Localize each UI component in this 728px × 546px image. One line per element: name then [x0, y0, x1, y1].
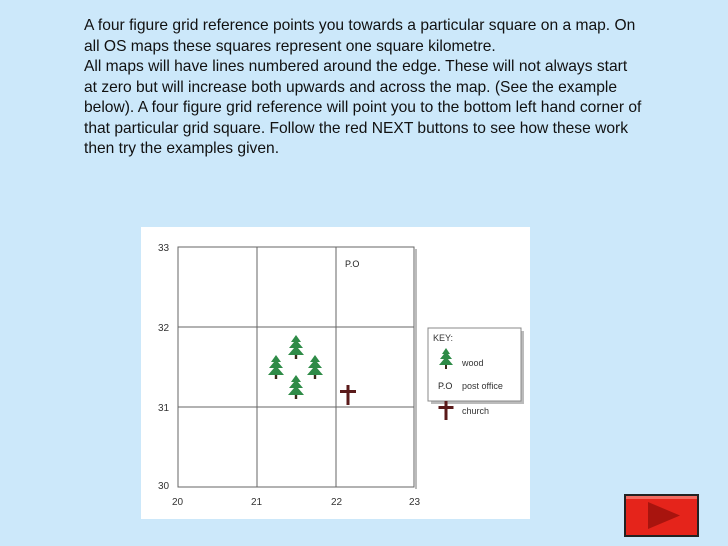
key-label-wood: wood — [462, 358, 484, 368]
easting-label-22: 22 — [331, 497, 343, 508]
next-button[interactable] — [624, 494, 699, 537]
church-cross-icon — [340, 385, 356, 405]
grid-map-example — [141, 227, 530, 519]
key-label-church: church — [462, 406, 490, 416]
northing-label-32: 32 — [158, 323, 170, 334]
map-key — [428, 328, 524, 420]
northing-label-31: 31 — [158, 403, 170, 414]
map-grid — [178, 247, 414, 487]
intro-text — [84, 16, 644, 160]
wood-trees — [268, 335, 323, 399]
key-title: KEY: — [433, 333, 454, 343]
key-label-post-office: post office — [462, 381, 503, 391]
play-triangle-icon — [624, 494, 699, 537]
key-symbol-post-office: P.O — [438, 381, 453, 391]
post-office-label: P.O — [345, 259, 360, 269]
tree-icon — [268, 355, 284, 379]
tree-icon — [288, 375, 304, 399]
northing-label-30: 30 — [158, 481, 170, 492]
easting-label-20: 20 — [172, 497, 184, 508]
northing-label-33: 33 — [158, 243, 170, 254]
tree-icon — [288, 335, 304, 359]
easting-label-23: 23 — [409, 497, 421, 508]
map-frame — [178, 247, 414, 487]
grid-map-svg — [141, 227, 530, 519]
easting-label-21: 21 — [251, 497, 263, 508]
intro-paragraph-2: All maps will have lines numbered around the edge. These will not always start at zero but will increase both upwards and across the map. (See the example below). A four figure grid reference will point you to the bottom left hand corner of that particular grid square. Follow the red NEXT buttons to see how these work then try the examples given. — [84, 58, 642, 157]
tree-icon — [307, 355, 323, 379]
intro-paragraph-1: A four figure grid reference points you towards a particular square on a map. On all OS maps these squares represent one square kilometre. — [84, 17, 636, 55]
